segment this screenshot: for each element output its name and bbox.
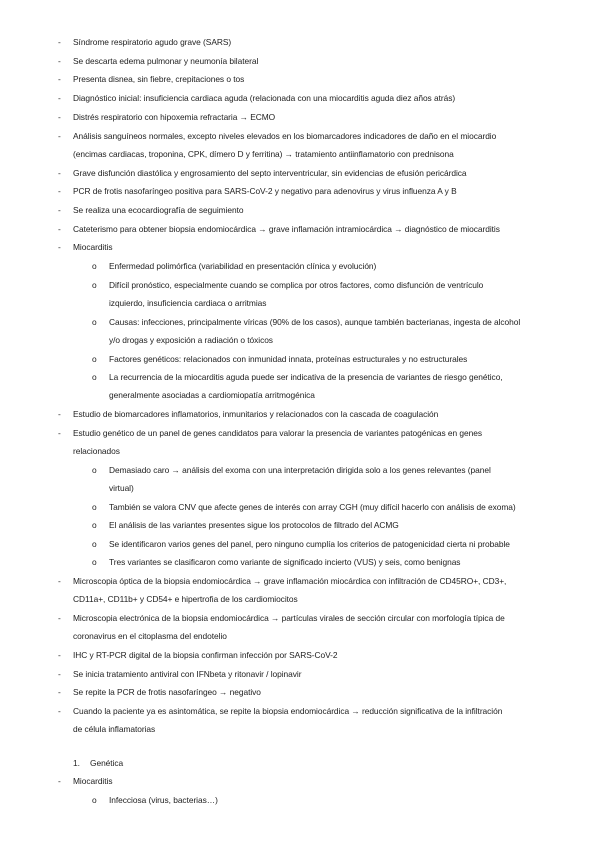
list-bullet: - bbox=[58, 37, 61, 47]
list-item: Presenta disnea, sin fiebre, crepitaciones o tos bbox=[73, 74, 245, 84]
sublist-item-continuation: izquierdo, insuficiencia cardiaca o arritmias bbox=[109, 298, 267, 308]
sublist-item: La recurrencia de la miocarditis aguda puede ser indicativa de la presencia de variantes de riesgo genético, bbox=[109, 372, 503, 382]
list-bullet: - bbox=[58, 131, 61, 141]
sublist-bullet: o bbox=[92, 372, 97, 382]
list-bullet: - bbox=[58, 613, 61, 623]
list-bullet: - bbox=[58, 112, 61, 122]
list-bullet: - bbox=[58, 56, 61, 66]
sublist-bullet: o bbox=[92, 520, 97, 530]
list-bullet: - bbox=[58, 409, 61, 419]
list-item: Diagnóstico inicial: insuficiencia cardiaca aguda (relacionada con una miocarditis aguda diez años atrás) bbox=[73, 93, 456, 103]
section-number: 1. bbox=[73, 758, 80, 768]
list-bullet: - bbox=[58, 224, 61, 234]
list-item-continuation: CD11a+, CD11b+ y CD54+ e hipertrofia de los cardiomiocitos bbox=[73, 594, 298, 604]
list-bullet: - bbox=[58, 242, 61, 252]
sublist-bullet: o bbox=[92, 502, 97, 512]
list-item: Análisis sanguíneos normales, excepto niveles elevados en los biomarcadores indicadores de daño en el miocardio bbox=[73, 131, 497, 141]
list-item: Miocarditis bbox=[73, 776, 113, 786]
list-item: PCR de frotis nasofaríngeo positiva para SARS-CoV-2 y negativo para adenovirus y virus influenza A y B bbox=[73, 186, 457, 196]
list-item: Se descarta edema pulmonar y neumonía bilateral bbox=[73, 56, 259, 66]
list-item: Grave disfunción diastólica y engrosamiento del septo interventricular, sin evidencias de efusión pericárdica bbox=[73, 168, 467, 178]
sublist-bullet: o bbox=[92, 261, 97, 271]
sublist-item: Infecciosa (virus, bacterias…) bbox=[109, 795, 218, 805]
sublist-bullet: o bbox=[92, 317, 97, 327]
sublist-item-continuation: y/o drogas y exposición a radiación o tóxicos bbox=[109, 335, 273, 345]
list-bullet: - bbox=[58, 205, 61, 215]
sublist-item: Difícil pronóstico, especialmente cuando se complica por otros factores, como disfunción de ventrículo bbox=[109, 280, 484, 290]
list-bullet: - bbox=[58, 428, 61, 438]
sublist-item: Tres variantes se clasificaron como variante de significado incierto (VUS) y seis, como benignas bbox=[109, 557, 461, 567]
list-item-continuation: relacionados bbox=[73, 446, 120, 456]
sublist-bullet: o bbox=[92, 354, 97, 364]
list-item: Se repite la PCR de frotis nasofaríngeo → negativo bbox=[73, 687, 261, 697]
list-bullet: - bbox=[58, 168, 61, 178]
list-item: Estudio de biomarcadores inflamatorios, inmunitarios y relacionados con la cascada de coagulación bbox=[73, 409, 439, 419]
list-item: Distrés respiratorio con hipoxemia refractaria → ECMO bbox=[73, 112, 276, 122]
list-bullet: - bbox=[58, 576, 61, 586]
sublist-bullet: o bbox=[92, 465, 97, 475]
list-bullet: - bbox=[58, 74, 61, 84]
list-item: Microscopia óptica de la biopsia endomiocárdica → grave inflamación miocárdica con infiltración de CD45RO+, CD3+, bbox=[73, 576, 507, 586]
sublist-item: Demasiado caro → análisis del exoma con una interpretación dirigida solo a los genes relevantes (panel bbox=[109, 465, 491, 475]
sublist-bullet: o bbox=[92, 557, 97, 567]
list-bullet: - bbox=[58, 93, 61, 103]
section-title: Genética bbox=[90, 758, 124, 768]
list-item: IHC y RT-PCR digital de la biopsia confirman infección por SARS-CoV-2 bbox=[73, 650, 338, 660]
sublist-item-continuation: virtual) bbox=[109, 483, 134, 493]
list-item: Síndrome respiratorio agudo grave (SARS) bbox=[73, 37, 232, 47]
list-item: Estudio genético de un panel de genes candidatos para valorar la presencia de variantes patogénicas en genes bbox=[73, 428, 482, 438]
list-item-continuation: de célula inflamatorias bbox=[73, 724, 156, 734]
sublist-bullet: o bbox=[92, 280, 97, 290]
sublist-item-continuation: generalmente asociadas a cardiomiopatía arritmogénica bbox=[109, 390, 315, 400]
list-item: Miocarditis bbox=[73, 242, 113, 252]
list-bullet: - bbox=[58, 650, 61, 660]
sublist-item: Se identificaron varios genes del panel, pero ninguno cumplía los criterios de patogenicidad cierta ni probable bbox=[109, 539, 510, 549]
list-item: Se realiza una ecocardiografía de seguimiento bbox=[73, 205, 244, 215]
list-bullet: - bbox=[58, 706, 61, 716]
list-bullet: - bbox=[58, 687, 61, 697]
list-item-continuation: (encimas cardiacas, troponina, CPK, dímero D y ferritina) → tratamiento antiinflamatorio con prednisona bbox=[73, 149, 454, 159]
list-item: Microscopia electrónica de la biopsia endomiocárdica → partículas virales de sección circular con morfología típica de bbox=[73, 613, 505, 623]
sublist-bullet: o bbox=[92, 795, 97, 805]
sublist-item: Causas: infecciones, principalmente víricas (90% de los casos), aunque también bacterianas, ingesta de alcohol bbox=[109, 317, 521, 327]
list-item: Cateterismo para obtener biopsia endomiocárdica → grave inflamación intramiocárdica → diagnóstico de miocarditis bbox=[73, 224, 500, 234]
list-bullet: - bbox=[58, 776, 61, 786]
list-bullet: - bbox=[58, 669, 61, 679]
sublist-item: Factores genéticos: relacionados con inmunidad innata, proteínas estructurales y no estructurales bbox=[109, 354, 468, 364]
sublist-item: Enfermedad polimórfica (variabilidad en presentación clínica y evolución) bbox=[109, 261, 377, 271]
list-item: Se inicia tratamiento antiviral con IFNbeta y ritonavir / lopinavir bbox=[73, 669, 302, 679]
list-bullet: - bbox=[58, 186, 61, 196]
sublist-item: También se valora CNV que afecte genes de interés con array CGH (muy difícil hacerlo con análisis de exoma) bbox=[109, 502, 516, 512]
list-item-continuation: coronavirus en el citoplasma del endotelio bbox=[73, 631, 227, 641]
sublist-bullet: o bbox=[92, 539, 97, 549]
sublist-item: El análisis de las variantes presentes sigue los protocolos de filtrado del ACMG bbox=[109, 520, 399, 530]
list-item: Cuando la paciente ya es asintomática, se repite la biopsia endomiocárdica → reducción significativa de la infiltración bbox=[73, 706, 503, 716]
